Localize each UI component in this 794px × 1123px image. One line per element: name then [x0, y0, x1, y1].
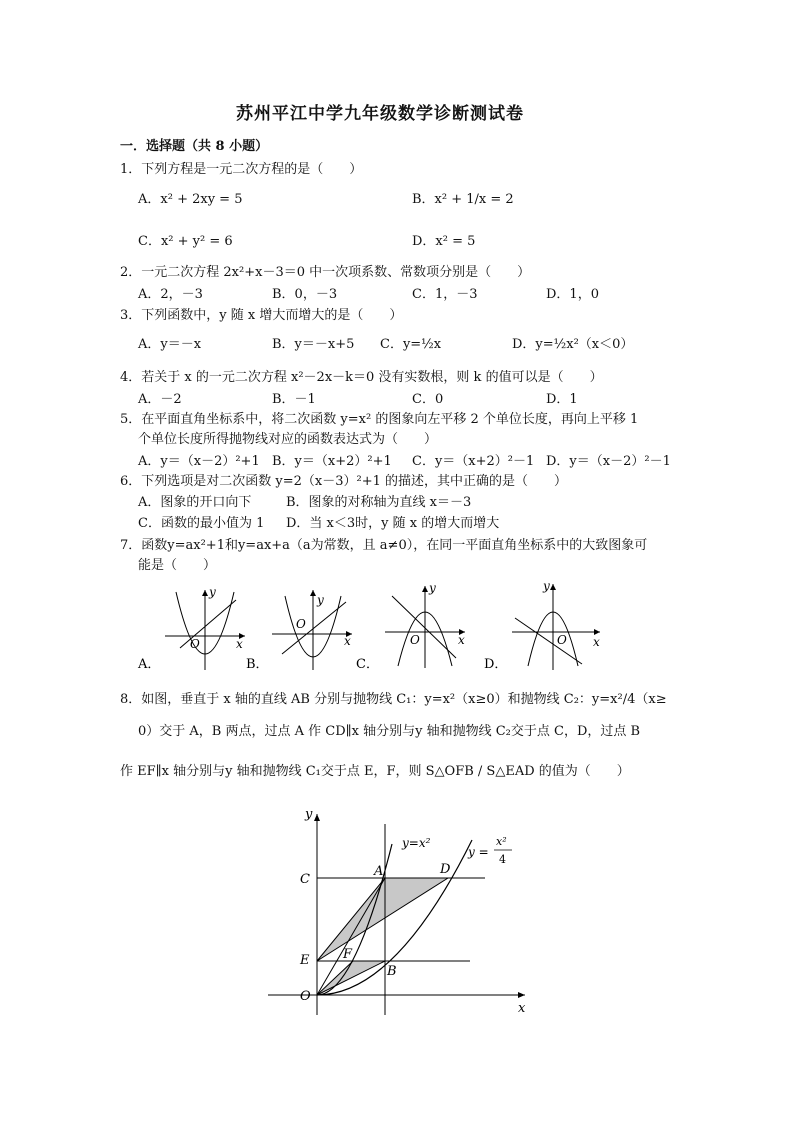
q2-option-d[interactable]: D．1，0 — [546, 287, 599, 302]
q3-option-d[interactable]: D．y=½x²（x＜0） — [512, 337, 634, 352]
q7-c-origin: O — [410, 633, 420, 647]
q6-option-b[interactable]: B．图象的对称轴为直线 x＝－3 — [286, 495, 472, 510]
point-d: D — [440, 862, 451, 877]
q7-d-origin: O — [557, 633, 567, 647]
q5-option-c[interactable]: C．y＝（x+2）²－1 — [412, 454, 535, 469]
q7-graph-d[interactable] — [484, 579, 600, 672]
point-o: O — [300, 989, 311, 1004]
q7-a-label: A． — [138, 657, 161, 672]
point-e: E — [300, 953, 310, 968]
q8-stem-line1: 8．如图，垂直于 x 轴的直线 AB 分别与抛物线 C₁：y=x²（x≥0）和抛物线 C₂：y=x²/4（x≥ — [120, 692, 667, 707]
q7-d-label: D． — [484, 657, 508, 672]
q7-a-x-label: x — [236, 637, 243, 651]
q5-option-b[interactable]: B．y＝（x+2）²+1 — [272, 454, 392, 469]
q1-option-d[interactable]: D．x² = 5 — [412, 234, 476, 249]
q3-option-a[interactable]: A．y＝－x — [138, 337, 202, 352]
q4-option-a[interactable]: A．－2 — [138, 392, 182, 407]
q7-b-x-label: x — [344, 634, 351, 648]
q7-a-y-label: y — [209, 585, 216, 599]
q8-figure — [0, 800, 794, 1030]
q1-option-a[interactable]: A．x² + 2xy = 5 — [138, 192, 243, 207]
q2-stem: 2．一元二次方程 2x²+x－3＝0 中一次项系数、常数项分别是（ ） — [120, 265, 531, 280]
q6-option-d[interactable]: D．当 x＜3时，y 随 x 的增大而增大 — [286, 516, 500, 531]
q2-option-b[interactable]: B．0，－3 — [272, 287, 338, 302]
q3-stem: 3．下列函数中，y 随 x 增大而增大的是（ ） — [120, 308, 403, 323]
q5-stem-line1: 5．在平面直角坐标系中，将二次函数 y=x² 的图象向左平移 2 个单位长度，再向上平移 1 — [120, 412, 639, 427]
q7-graph-a[interactable] — [137, 585, 245, 672]
q4-option-d[interactable]: D．1 — [546, 392, 578, 407]
point-a: A — [374, 864, 384, 879]
q2-option-c[interactable]: C．1，－3 — [412, 287, 478, 302]
q7-graphs — [0, 578, 794, 678]
point-f: F — [343, 947, 353, 962]
q6-option-c[interactable]: C．函数的最小值为 1 — [138, 516, 265, 531]
q3-option-b[interactable]: B．y＝－x+5 — [272, 337, 355, 352]
q7-b-origin: O — [296, 617, 306, 631]
curve-c2-label: y = — [468, 845, 489, 859]
q8-stem-line2: 0）交于 A，B 两点，过点 A 作 CD∥x 轴分别与y 轴和抛物线 C₂交于点 C，D，过点 B — [138, 724, 641, 739]
page-title: 苏州平江中学九年级数学诊断测试卷 — [236, 104, 524, 124]
section-heading: 一．选择题（共 8 小题） — [120, 139, 269, 154]
q7-c-label: C． — [356, 657, 379, 672]
q2-option-a[interactable]: A．2，－3 — [138, 287, 203, 302]
q7-stem-line2: 能是（ ） — [138, 558, 217, 573]
q7-a-origin: O — [190, 637, 200, 651]
q7-b-y-label: y — [317, 593, 324, 607]
q1-option-c[interactable]: C．x² + y² = 6 — [138, 234, 233, 249]
q5-option-d[interactable]: D．y＝（x－2）²－1 — [546, 454, 671, 469]
curve-c2-denominator: 4 — [499, 853, 506, 866]
triangle-ead[interactable] — [317, 878, 448, 961]
fig-x-axis-label: x — [518, 1001, 526, 1016]
q1-option-b[interactable]: B．x² + 1/x = 2 — [412, 192, 514, 207]
q4-stem: 4．若关于 x 的一元二次方程 x²－2x－k＝0 没有实数根，则 k 的值可以是（ ） — [120, 370, 603, 385]
q7-d-x-label: x — [593, 635, 600, 649]
q5-stem-line2: 个单位长度所得抛物线对应的函数表达式为（ ） — [138, 432, 438, 447]
q8-stem-line3: 作 EF∥x 轴分别与y 轴和抛物线 C₁交于点 E，F，则 S△OFB / S△EAD 的值为（ ） — [120, 764, 630, 779]
point-b: B — [387, 964, 397, 979]
q4-option-b[interactable]: B．－1 — [272, 392, 316, 407]
q1-stem: 1．下列方程是一元二次方程的是（ ） — [120, 162, 363, 177]
point-c: C — [300, 872, 310, 887]
curve-c2-numerator: x² — [496, 835, 507, 848]
curve-c1-label: y=x² — [402, 836, 431, 850]
fig-y-axis-label: y — [305, 807, 313, 822]
q7-c-x-label: x — [458, 633, 465, 647]
q7-b-label: B． — [246, 657, 269, 672]
q7-d-y-label: y — [543, 579, 550, 593]
q7-stem-line1: 7．函数y=ax²+1和y=ax+a（a为常数，且 a≠0），在同一平面直角坐标系中的大致图象可 — [120, 538, 648, 553]
q7-graph-b[interactable] — [246, 590, 352, 672]
q6-option-a[interactable]: A．图象的开口向下 — [138, 495, 252, 510]
q7-graph-c[interactable] — [356, 581, 465, 672]
q5-option-a[interactable]: A．y＝（x－2）²+1 — [138, 454, 260, 469]
q4-option-c[interactable]: C．0 — [412, 392, 444, 407]
q3-option-c[interactable]: C．y=½x — [380, 337, 442, 352]
q6-stem: 6．下列选项是对二次函数 y=2（x－3）²+1 的描述，其中正确的是（ ） — [120, 474, 568, 489]
q7-c-y-label: y — [429, 581, 436, 595]
